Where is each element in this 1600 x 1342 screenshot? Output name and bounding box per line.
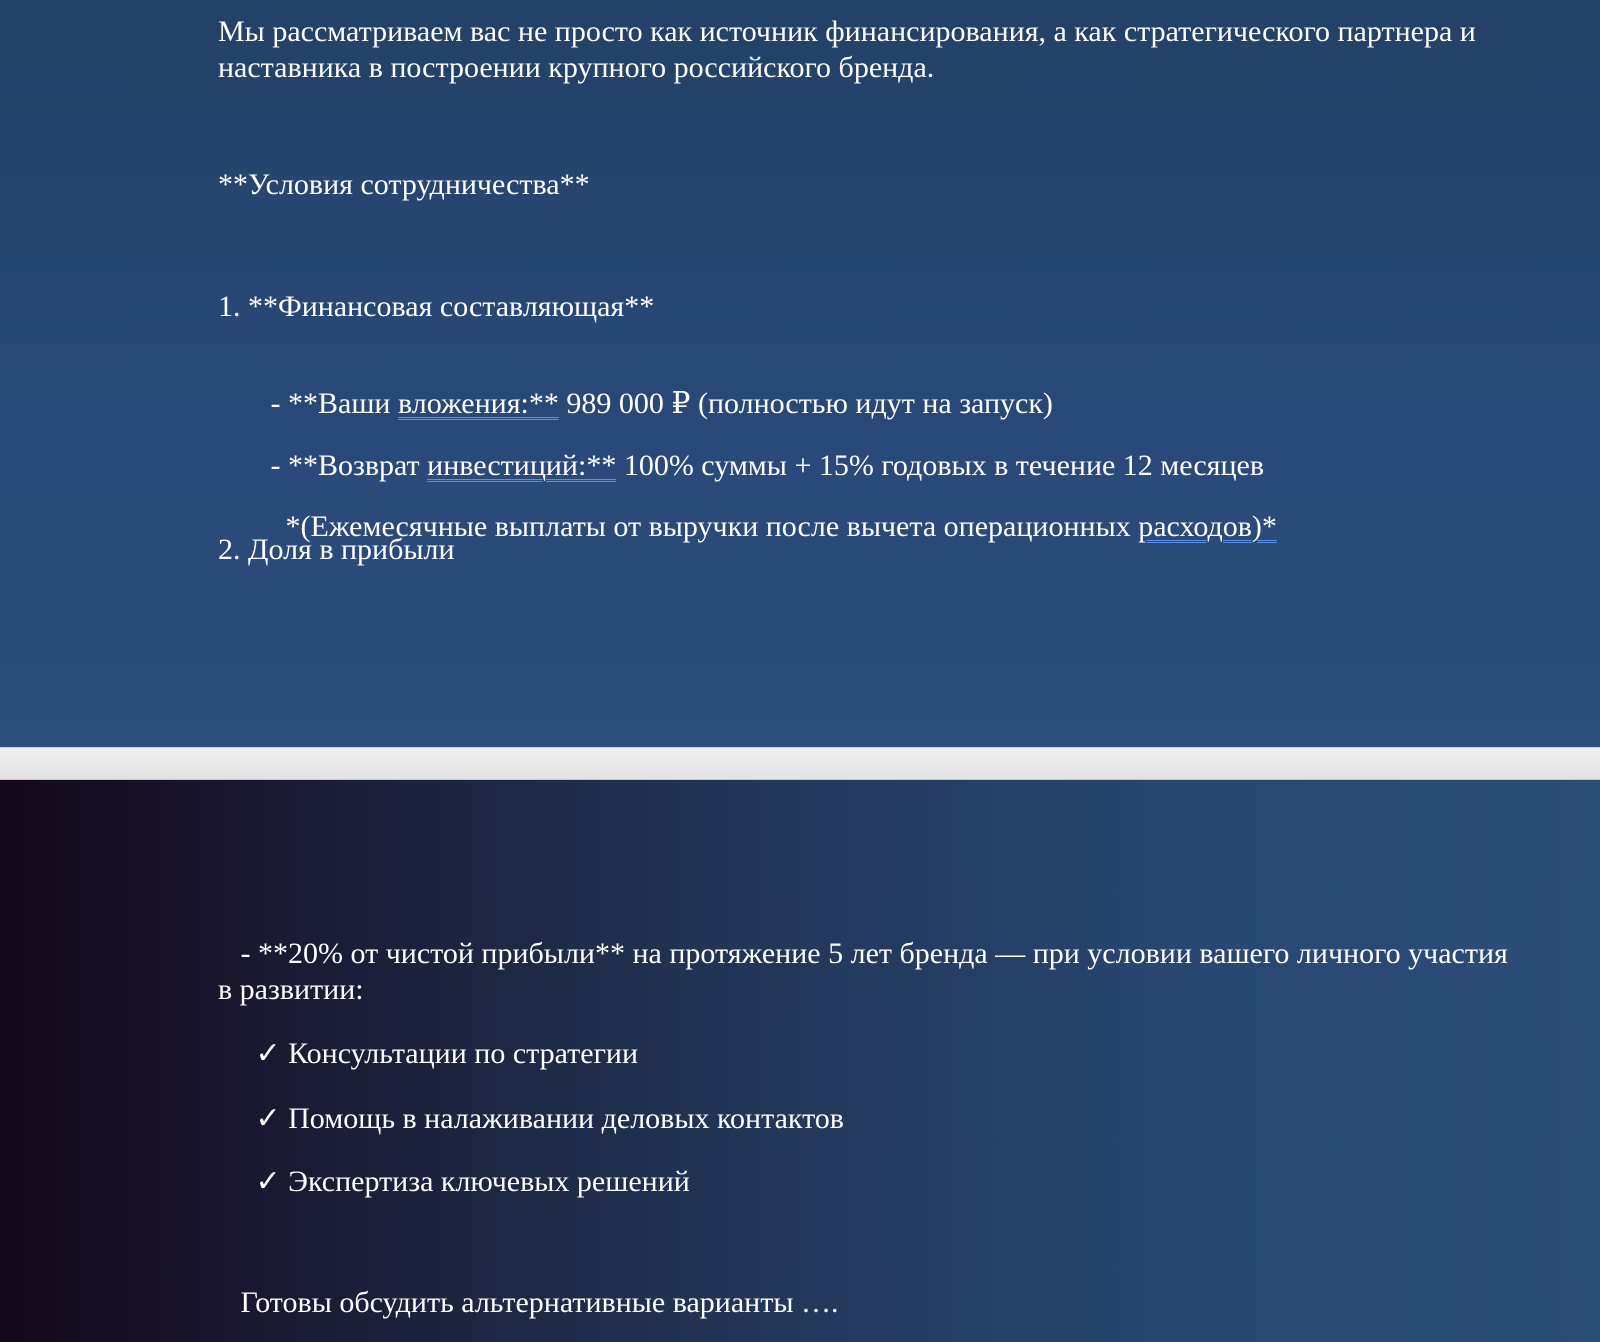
return-prefix: - **Возврат — [248, 449, 428, 482]
list-item-profit-title[interactable]: 2. Доля в прибыли — [218, 533, 455, 566]
return-suffix: 100% суммы + 15% годовых в течение 12 месяцев — [616, 449, 1265, 482]
page-break-gap — [0, 747, 1600, 780]
checklist-item-strategy[interactable]: ✓ Консультации по стратегии — [218, 1037, 638, 1070]
list-item-financial-title[interactable]: 1. **Финансовая составляющая** — [218, 290, 655, 323]
investment-suffix: 989 000 ₽ (полностью идут на запуск) — [558, 387, 1053, 420]
investment-prefix: - **Ваши — [248, 387, 398, 420]
document-page-lower — [0, 780, 1600, 1342]
spellcheck-word-expenses[interactable]: расходов)* — [1138, 510, 1277, 543]
spellcheck-word-return[interactable]: инвестиций:** — [427, 449, 617, 482]
profit-share-paragraph[interactable]: - **20% от чистой прибыли** на протяжение 5 лет бренда — при условии вашего личного участия в развитии: — [218, 937, 1516, 1006]
section-heading[interactable]: **Условия сотрудничества** — [218, 168, 590, 201]
checklist-item-expertise[interactable]: ✓ Экспертиза ключевых решений — [218, 1165, 690, 1198]
checklist-item-contacts[interactable]: ✓ Помощь в налаживании деловых контактов — [218, 1102, 844, 1135]
payment-note-prefix: *(Ежемесячные выплаты от выручки после вычета операционных — [248, 510, 1139, 543]
spellcheck-word-investment[interactable]: вложения:** — [397, 387, 559, 420]
closing-line[interactable]: Готовы обсудить альтернативные варианты …. — [218, 1286, 839, 1319]
intro-paragraph[interactable]: Мы рассматриваем вас не просто как источник финансирования, а как стратегического партнера и наставника в построении крупного российского бренда. — [218, 15, 1476, 84]
